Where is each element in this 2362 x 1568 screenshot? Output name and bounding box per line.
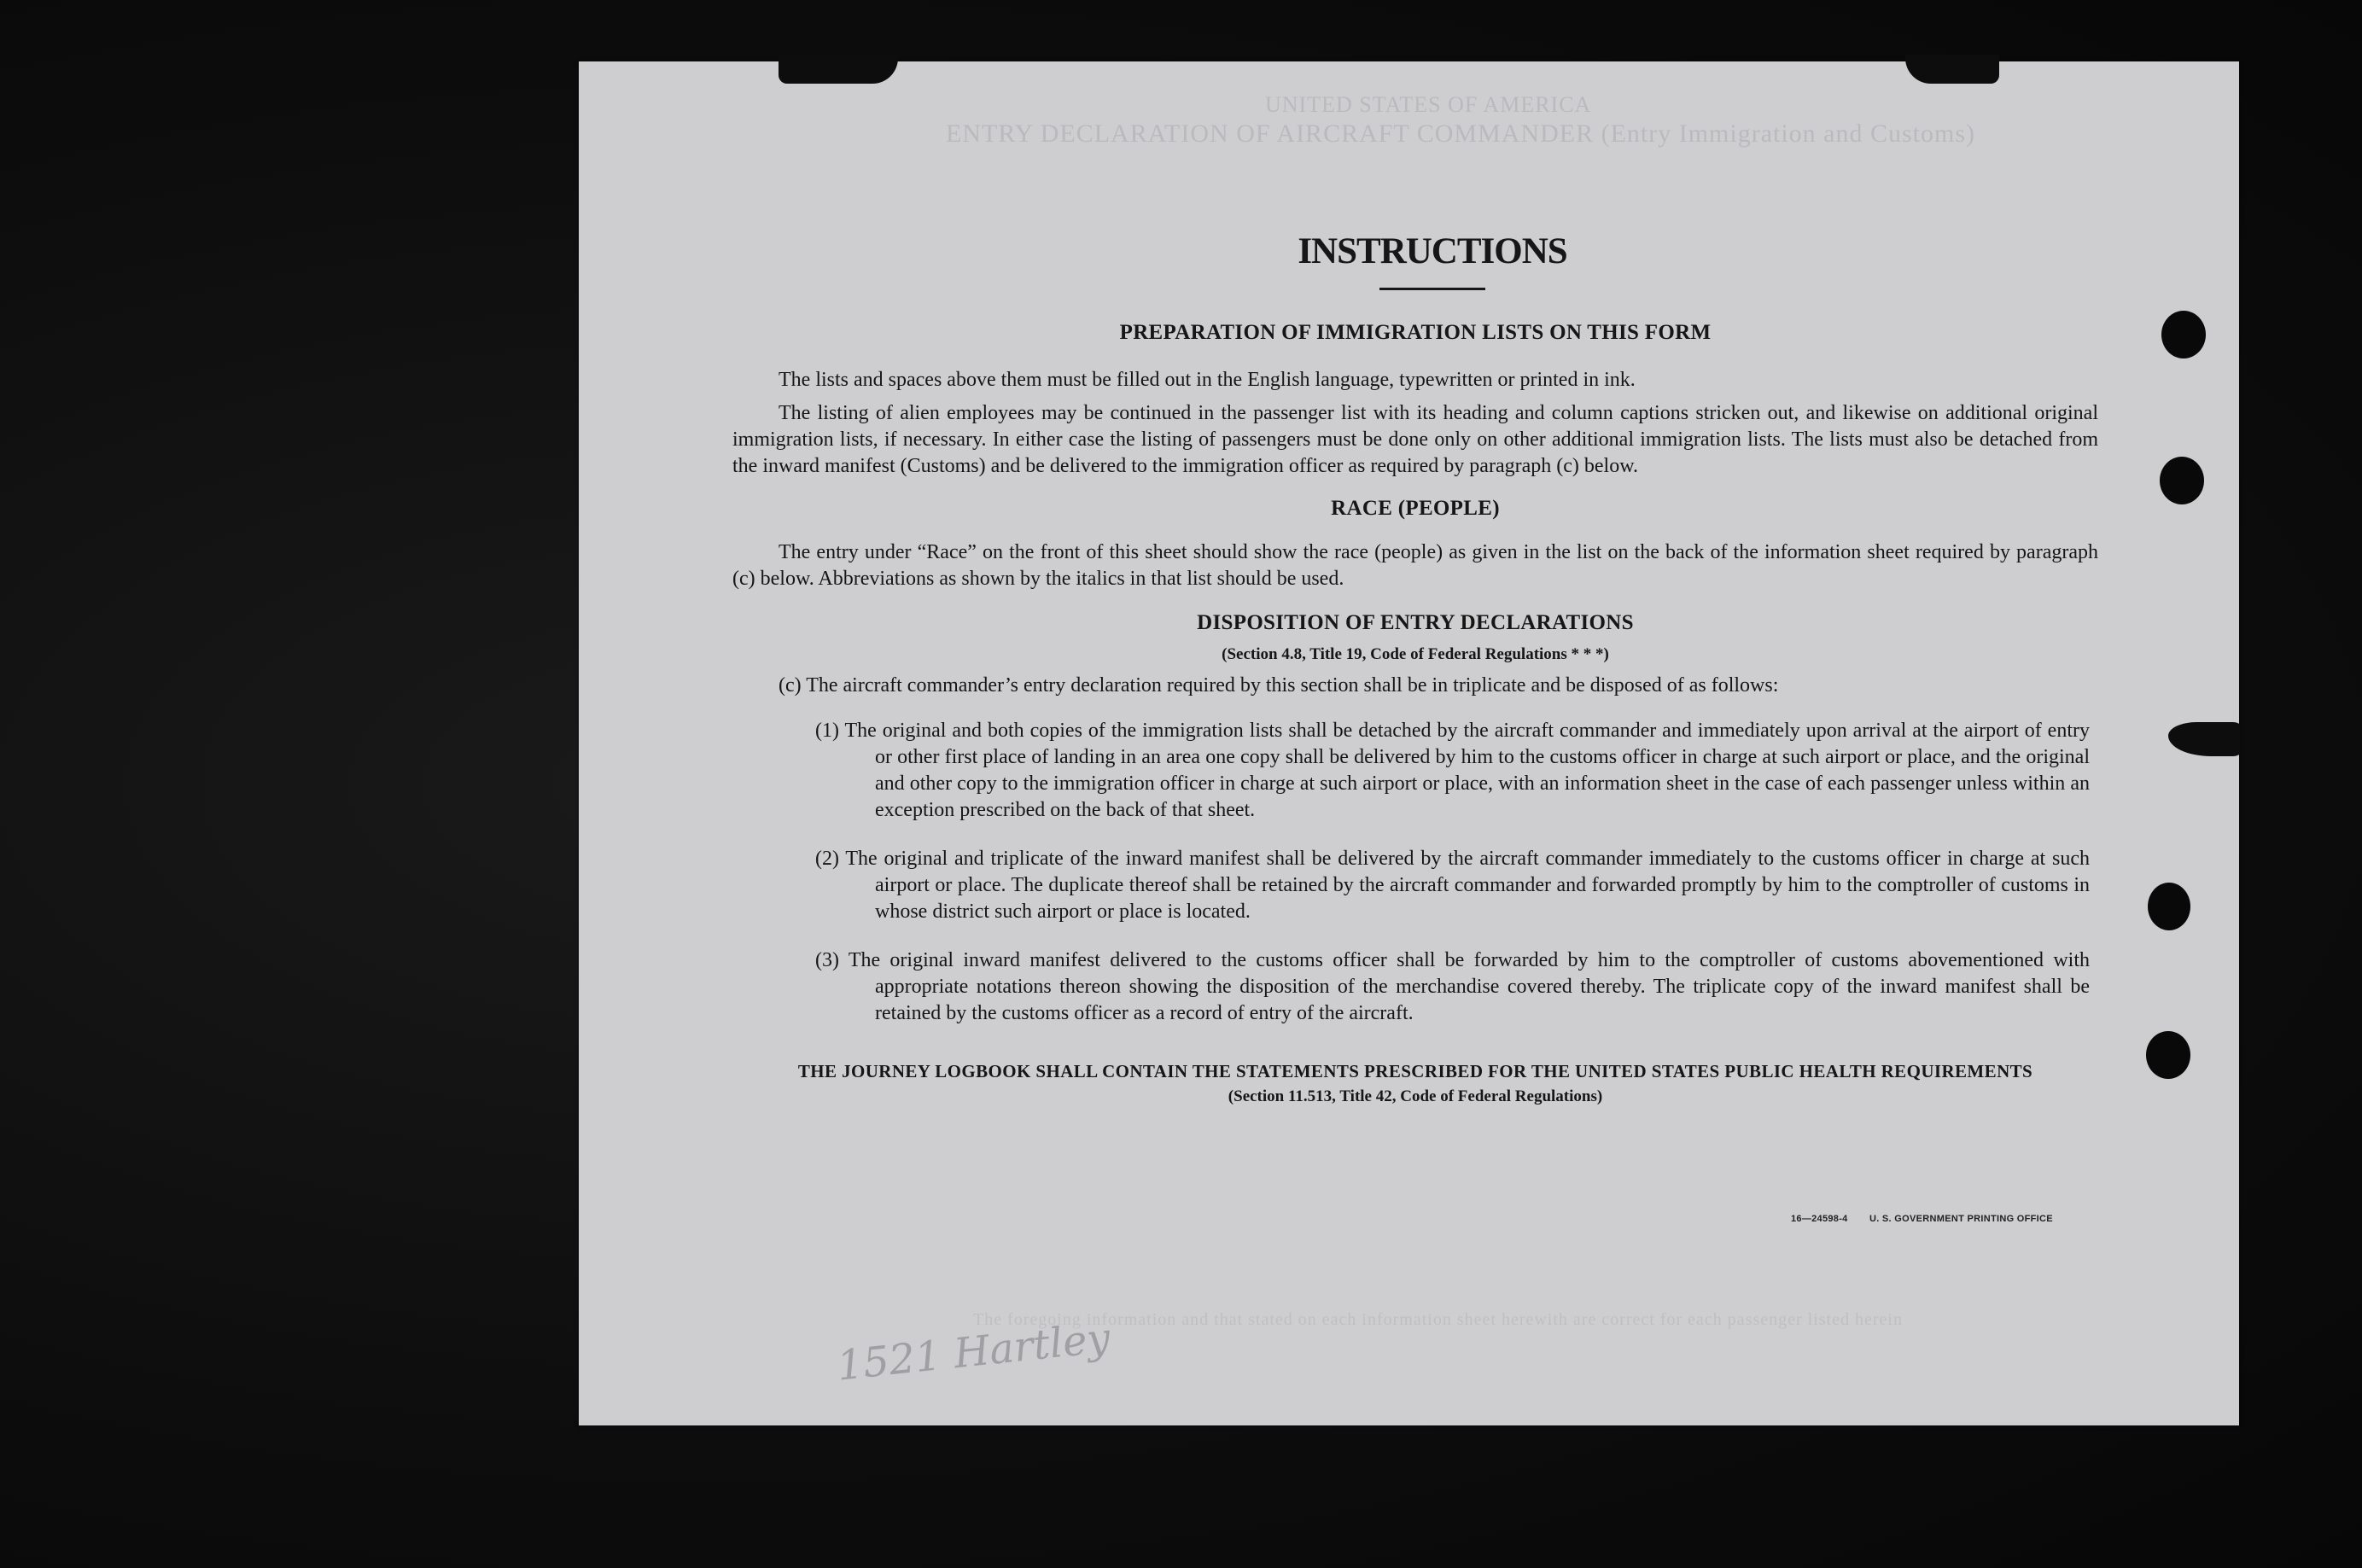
punch-hole — [2148, 883, 2190, 930]
disposition-item-1: (1) The original and both copies of the immigration lists shall be detached by the aircraft commander and immediately upon arrival at the airport of entry or other first place of landing in an area one copy shall be delivered by him to the customs officer in charge at such airport or place, and the original and other copy to the immigration officer in charge at such airport or place, with an information sheet in the case of each passenger unless within an exception prescribed on the back of that sheet. — [815, 720, 2090, 821]
printer-imprint — [1791, 1214, 2053, 1224]
bleedthrough-line-2: ENTRY DECLARATION OF AIRCRAFT COMMANDER (Entry Immigration and Customs) — [946, 119, 1976, 148]
journey-logbook-citation: (Section 11.513, Title 42, Code of Federal Regulations) — [1228, 1087, 1603, 1105]
section-heading-preparation: PREPARATION OF IMMIGRATION LISTS ON THIS FORM — [1119, 321, 1712, 344]
title-underline — [1379, 288, 1485, 290]
instructions-content — [732, 230, 2098, 1106]
disposition-item-3: (3) The original inward manifest delivered to the customs officer shall be forwarded by him to the comptroller of customs abovementioned with appropriate notations thereon showing the disposition of the merchandise covered thereby. The triplicate copy of the inward manifest shall be retained by the customs officer as a record of entry of the aircraft. — [815, 949, 2090, 1024]
section-heading-disposition: DISPOSITION OF ENTRY DECLARATIONS — [1197, 611, 1634, 634]
punch-hole — [2160, 457, 2204, 504]
preparation-paragraph-1: The lists and spaces above them must be filled out in the English language, typewritten or printed in ink. — [779, 369, 1636, 391]
disposition-item-2: (2) The original and triplicate of the inward manifest shall be delivered by the aircraft commander immediately to the customs officer in charge at such airport or place. The duplicate thereof shall be retained by the aircraft commander and forwarded promptly by him to the comptroller of customs in whose district such airport or place is located. — [815, 848, 2090, 923]
punch-hole — [2161, 311, 2206, 358]
race-paragraph: The entry under “Race” on the front of this sheet should show the race (people) as given in the list on the back of the information sheet required by paragraph (c) below. Abbreviations as shown by the italics in that list should be used. — [732, 541, 2098, 590]
punch-hole — [2146, 1031, 2190, 1079]
paper-notch-left — [779, 55, 898, 84]
printing-office: U. S. GOVERNMENT PRINTING OFFICE — [1869, 1214, 2053, 1224]
paper-notch-right — [1905, 55, 1999, 84]
disposition-lead: (c) The aircraft commander’s entry declaration required by this section shall be in triplicate and be disposed of as follows: — [779, 674, 1779, 697]
disposition-citation: (Section 4.8, Title 19, Code of Federal Regulations * * *) — [1222, 645, 1609, 663]
bleedthrough-line-1: UNITED STATES OF AMERICA — [1265, 92, 1592, 117]
page-title: INSTRUCTIONS — [1298, 231, 1567, 271]
section-heading-race: RACE (PEOPLE) — [1331, 497, 1500, 520]
disposition-items — [732, 718, 2098, 1027]
journey-logbook-statement: THE JOURNEY LOGBOOK SHALL CONTAIN THE STATEMENTS PRESCRIBED FOR THE UNITED STATES PUBLIC HEALTH REQUIREMENTS — [797, 1061, 2033, 1081]
form-code: 16—24598-4 — [1791, 1214, 1848, 1224]
bleedthrough-line-3: The foregoing information and that stated on each information sheet herewith are correct for each passenger listed herein — [973, 1310, 1903, 1329]
preparation-paragraph-2: The listing of alien employees may be continued in the passenger list with its heading and column captions stricken out, and likewise on additional original immigration lists, if necessary. In either case the listing of passengers must be done only on other additional immigration lists. The lists must also be detached from the inward manifest (Customs) and be delivered to the immigration officer as required by paragraph (c) below. — [732, 402, 2098, 477]
handwritten-note: 1521 Hartley — [834, 1314, 1113, 1390]
